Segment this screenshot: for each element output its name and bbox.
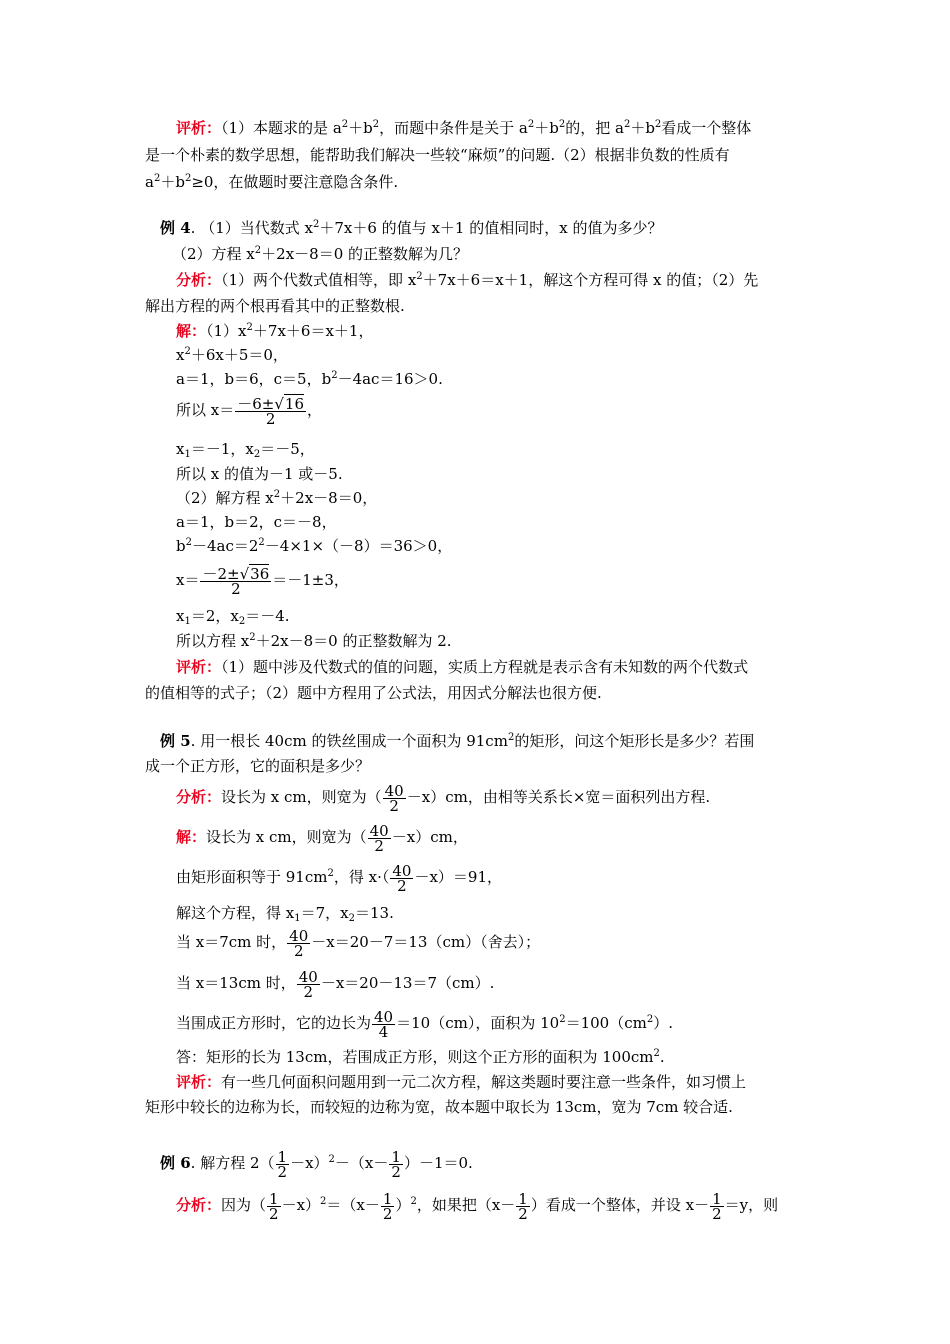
p1-line-1: 评析：（1）本题求的是 $a^2+b^2$，而题中条件是关于 $a^2+b^2$的，把 $a^2+b^2$看成一个整体 [176, 119, 752, 137]
ex5-solution-3: 解这个方程，得 $x_1=7$，$x_2=13$. [176, 904, 394, 924]
ex4-solution-6: 所以 x 的值为－1 或－5. [176, 465, 343, 483]
ex4-solution-2: $x^2+6x+5=0$， [176, 346, 288, 364]
ex4-solution-label: 解： [176, 322, 207, 340]
ex4-solution-4: 所以 x＝ $\frac{-6\pm√16}{2}$ ， [176, 394, 323, 428]
ex5-analysis-label: 分析： [176, 788, 222, 806]
ex5-comment-1: 评析：有一些几何面积问题用到一元二次方程，解这类题时要注意一些条件，如习惯上 [176, 1073, 747, 1091]
ex5-solution-1: 解：设长为 x cm，则宽为（ $\frac{40}{2}$ －x）cm， [176, 821, 468, 855]
ex4-solution-1: 解：$(1)x^2+7x+6=x+1$， [176, 322, 374, 340]
ex5-solution-2: 由矩形面积等于 $91cm^2$，得 x·（ $\frac{40}{2}$ －x）＝91， [176, 861, 502, 895]
ex5-answer: 答：矩形的长为 13cm，若围成正方形，则这个正方形的面积为 $100cm^2$. [176, 1048, 665, 1066]
ex4-formula-fraction-1: $\frac{-6\pm√16}{2}$ [237, 394, 305, 428]
ex4-comment-1: 评析：（1）题中涉及代数式的值的问题，实质上方程就是表示含有未知数的两个代数式 [176, 658, 749, 676]
ex4-comment-label: 评析： [176, 658, 222, 676]
ex4-question-1: 例 4. （1）当代数式 $x^2+7x+6$ 的值与 x＋1 的值相同时，x 的值为多少？ [160, 219, 663, 237]
ex5-comment-label: 评析： [176, 1073, 222, 1091]
ex4-analysis-label: 分析： [176, 271, 222, 289]
ex4-solution-12: 所以方程 $x^2+2x-8=0$ 的正整数解为 2. [176, 632, 452, 650]
ex5-solution-label: 解： [176, 828, 207, 846]
ex4-solution-8: a＝1，b＝2，c＝－8， [176, 513, 337, 531]
ex4-solution-5: $x_1=-1$，$x_2=-5$， [176, 440, 315, 460]
ex4-solution-10: x＝ $\frac{-2\pm√36}{2}$ ＝－1±3， [176, 564, 349, 598]
ex6-label: 例 6 [160, 1154, 191, 1172]
ex4-analysis-2: 解出方程的两个根再看其中的正整数根. [145, 297, 405, 315]
p1-line-3: $a^2+b^2\ge 0$，在做题时要注意隐含条件. [145, 173, 399, 191]
ex4-analysis-1: 分析：（1）两个代数式值相等，即 $x^2+7x+6=x+1$，解这个方程可得 x 的值；（2）先 [176, 271, 759, 289]
ex5-comment-2: 矩形中较长的边称为长，而较短的边称为宽，故本题中取长为 13cm，宽为 7cm 较合适. [145, 1098, 733, 1116]
ex4-solution-7: （2）解方程 $x^2+2x-8=0$， [176, 489, 378, 507]
ex4-formula-fraction-2: $\frac{-2\pm√36}{2}$ [202, 564, 270, 598]
ex4-solution-11: $x_1=2$，$x_2=-4$. [176, 607, 290, 627]
ex6-question: 例 6. 解方程 2（ $\frac{1}{2}$ －x）$^2$－（x－ $\frac{1}{2}$ ）－1＝0. [160, 1147, 473, 1181]
p1-comment-label: 评析： [176, 119, 222, 137]
ex5-label: 例 5 [160, 732, 191, 750]
ex4-solution-3: a＝1，b＝6，c＝5，$b^2-4ac=16>0$. [176, 370, 443, 388]
p1-line-2: 是一个朴素的数学思想，能帮助我们解决一些较“麻烦”的问题.（2）根据非负数的性质有 [145, 146, 730, 164]
ex5-analysis: 分析：设长为 x cm，则宽为（ $\frac{40}{2}$ －x）cm，由相等关系长×宽＝面积列出方程. [176, 781, 711, 815]
ex5-solution-5: 当 x＝13cm 时， $\frac{40}{2}$ －x＝20－13＝7（cm）. [176, 967, 495, 1001]
ex5-solution-4: 当 x＝7cm 时， $\frac{40}{2}$ －x＝20－7＝13（cm）（舍去）； [176, 926, 541, 960]
ex5-solution-6: 当围成正方形时，它的边长为 $\frac{40}{4}$ ＝10（cm），面积为 $10^2=100(cm^2)$. [176, 1007, 673, 1041]
ex5-question-1: 例 5. 用一根长 40cm 的铁丝围成一个面积为 $91cm^2$的矩形，问这个矩形长是多少？若围 [160, 732, 755, 750]
ex4-question-2: （2）方程 $x^2+2x-8=0$ 的正整数解为几？ [172, 245, 469, 263]
ex5-question-2: 成一个正方形，它的面积是多少？ [145, 757, 371, 775]
ex6-analysis: 分析：因为（ $\frac{1}{2}$ －x）$^2$＝（x－ $\frac{1}{2}$ ）$^2$，如果把（x－ $\frac{1}{2}$ ）看成一个整体，并设 x－ $\frac{1}{2}$ ＝y，则 [176, 1189, 779, 1223]
ex4-solution-9: $b^2-4ac=2^2-4\times 1\times(-8)=36>0$， [176, 537, 453, 555]
ex4-label: 例 4 [160, 219, 191, 237]
ex4-comment-2: 的值相等的式子；（2）题中方程用了公式法，用因式分解法也很方便. [145, 684, 602, 702]
ex6-analysis-label: 分析： [176, 1196, 222, 1214]
